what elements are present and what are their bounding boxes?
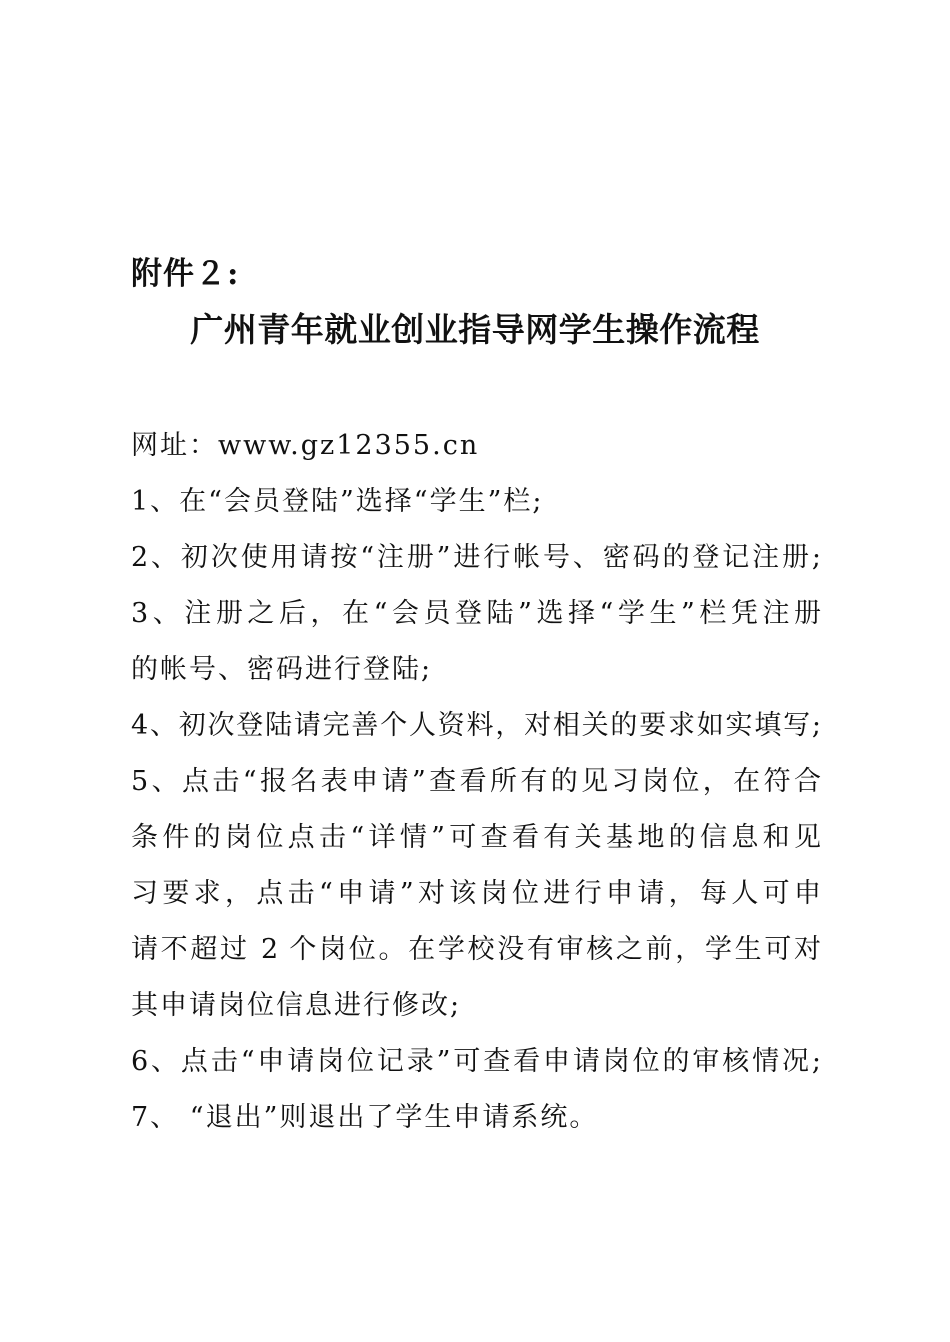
attachment-label: 附件２: xyxy=(131,256,240,292)
document-title: 广州青年就业创业指导网学生操作流程 xyxy=(190,310,760,349)
step-6: 6、点击“申请岗位记录”可查看申请岗位的审核情况; xyxy=(131,1046,821,1077)
step-5-line-5: 其申请岗位信息进行修改; xyxy=(131,990,462,1021)
step-1: 1、在“会员登陆”选择“学生”栏; xyxy=(131,486,544,517)
step-5-line-4: 请不超过 2 个岗位。在学校没有审核之前，学生可对 xyxy=(131,934,821,965)
body-text xyxy=(131,418,821,1146)
step-3-line-1: 3、注册之后，在“会员登陆”选择“学生”栏凭注册 xyxy=(131,598,821,629)
step-5-line-3: 习要求，点击“申请”对该岗位进行申请，每人可申 xyxy=(131,878,821,909)
step-5-line-2: 条件的岗位点击“详情”可查看有关基地的信息和见 xyxy=(131,822,821,853)
step-4: 4、初次登陆请完善个人资料，对相关的要求如实填写; xyxy=(131,710,821,741)
step-5-line-1: 5、点击“报名表申请”查看所有的见习岗位，在符合 xyxy=(131,766,821,797)
step-2: 2、初次使用请按“注册”进行帐号、密码的登记注册; xyxy=(131,542,821,573)
website-line: 网址：www.gz12355.cn xyxy=(131,430,480,461)
step-7: 7、 “退出”则退出了学生申请系统。 xyxy=(131,1102,599,1133)
step-3-line-2: 的帐号、密码进行登陆; xyxy=(131,654,433,685)
